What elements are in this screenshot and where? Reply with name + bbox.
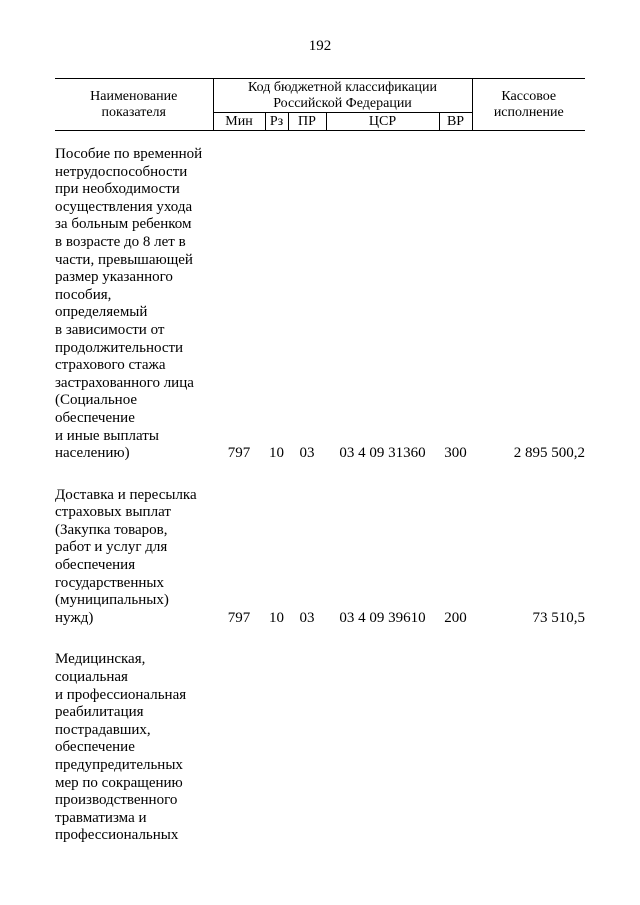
- row-pr: 03: [299, 445, 315, 462]
- page-number: 192: [308, 38, 332, 54]
- row-min: 797: [227, 609, 251, 626]
- row-csr: 03 4 09 31360: [339, 445, 426, 462]
- header-pr: ПР: [288, 113, 326, 131]
- row-name: Пособие по временной нетрудоспособности при необходимости осуществления ухода за больным ребенком в возрасте до 8 лет в части, превышающей размер указанного пособия, определяемый в зависимости от продолжительности страхового стажа застрахованного лица (Социальное обеспечение и иные выплаты населению): [55, 146, 203, 462]
- row-name: Медицинская, социальная и профессиональная реабилитация пострадавших, обеспечение предупредительных мер по сокращению производственного травматизма и профессиональных: [55, 651, 187, 844]
- table-row: [55, 146, 585, 463]
- row-csr: 03 4 09 39610: [339, 609, 426, 626]
- row-name: Доставка и пересылка страховых выплат (Закупка товаров, работ и услуг для обеспечения государственных (муниципальных) нужд): [55, 486, 197, 626]
- table-header: [55, 78, 585, 131]
- row-execution: 2 895 500,2: [513, 445, 585, 462]
- table-body: [55, 146, 585, 845]
- row-vr: 300: [444, 445, 467, 462]
- header-csr: ЦСР: [326, 113, 439, 131]
- header-budget-code: Код бюджетной классификации Российской Федерации: [213, 79, 472, 113]
- header-min: Мин: [213, 113, 265, 131]
- table-row: [55, 487, 585, 628]
- header-execution: Кассовое исполнение: [472, 79, 585, 131]
- row-min: 797: [227, 445, 251, 462]
- row-rz: 10: [269, 609, 284, 626]
- header-name: Наименование показателя: [55, 79, 213, 131]
- row-pr: 03: [299, 609, 315, 626]
- row-execution: 73 510,5: [532, 609, 585, 626]
- header-rz: Рз: [265, 113, 288, 131]
- row-vr: 200: [444, 609, 467, 626]
- row-rz: 10: [269, 445, 284, 462]
- header-vr: ВР: [439, 113, 472, 131]
- table-row: [55, 651, 585, 845]
